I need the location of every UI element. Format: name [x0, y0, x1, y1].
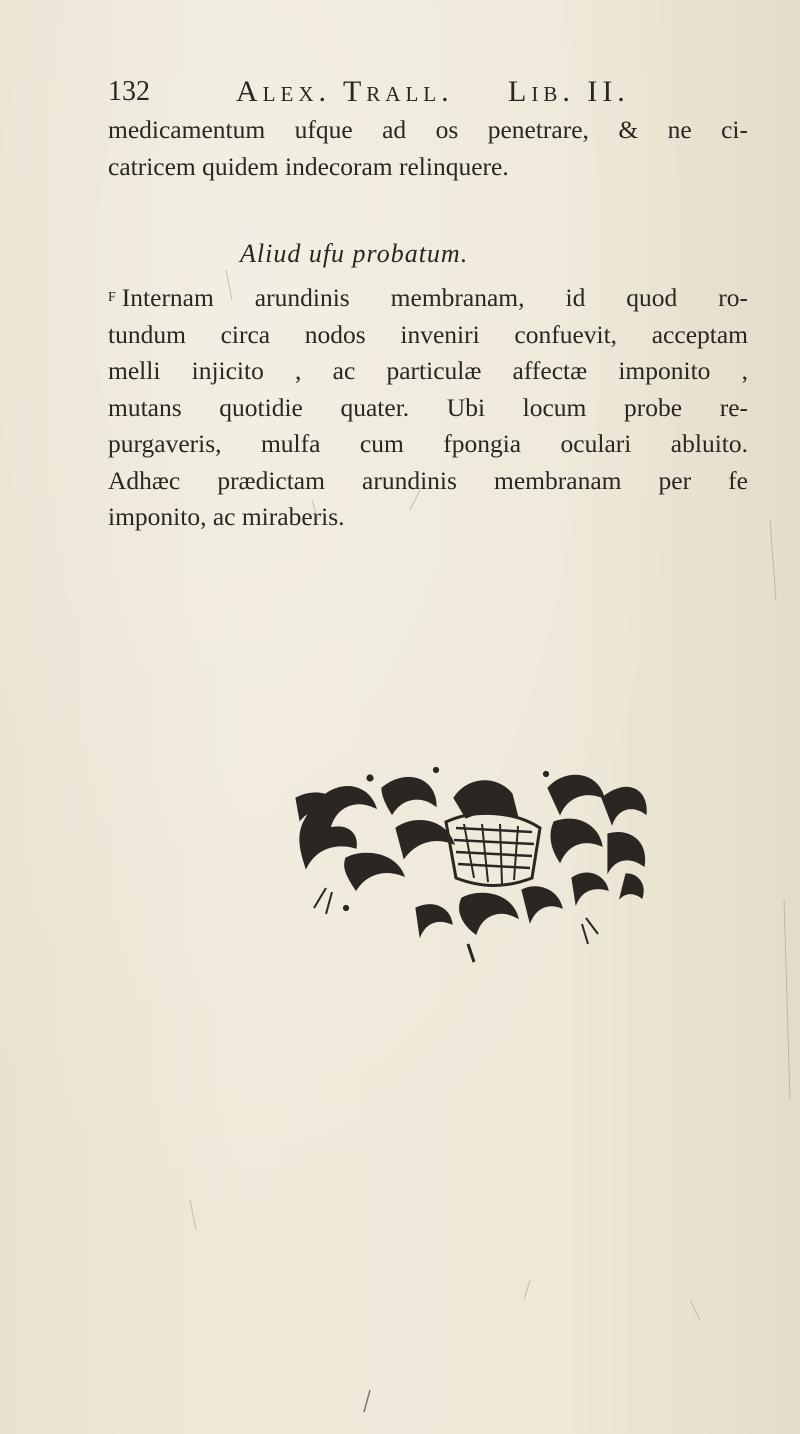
- marginal-mark: F: [108, 290, 116, 305]
- text-line: imponito, ac miraberis.: [108, 502, 345, 531]
- text-line: melli injicito , ac particulæ affectæ imponito ,: [108, 356, 748, 385]
- running-head: [108, 72, 668, 112]
- continuation-paragraph: [108, 112, 748, 185]
- text-line: [108, 280, 748, 317]
- text-line-content: Internam arundinis membranam, id quod ro-: [121, 283, 748, 312]
- running-head-author: Alex. Trall.: [236, 75, 454, 108]
- text-line: Adhæc prædictam arundinis membranam per fe: [108, 465, 748, 495]
- text-line: medicamentum ufque ad os penetrare, & ne ci-: [108, 115, 748, 144]
- text-line: catricem quidem indecoram relinquere.: [108, 151, 509, 181]
- text-line: purgaveris, mulfa cum fpongia oculari abluito.: [108, 429, 748, 458]
- text-line: mutans quotidie quater. Ubi locum probe re-: [108, 392, 748, 422]
- remedy-paragraph: [108, 280, 748, 536]
- running-head-book: Lib. II.: [508, 75, 630, 108]
- floral-tailpiece-ornament-icon: [286, 758, 658, 970]
- page-number: 132: [108, 76, 150, 107]
- text-line: tundum circa nodos inveniri confuevit, acceptam: [108, 319, 748, 349]
- section-heading: Aliud ufu probatum.: [240, 239, 469, 268]
